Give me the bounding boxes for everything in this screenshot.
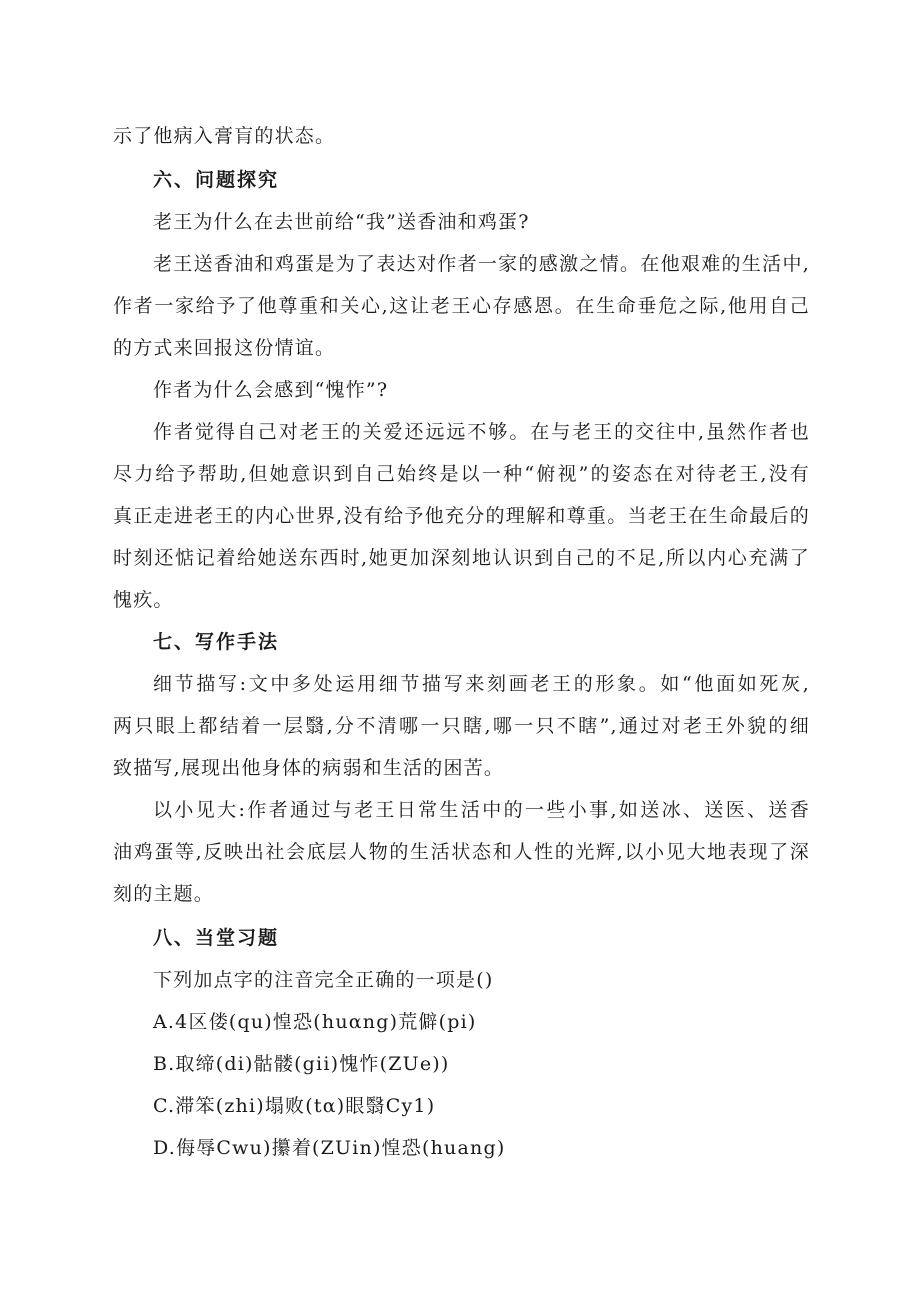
section-heading: 八、当堂习题: [153, 927, 280, 949]
paragraph-line: 细节描写:文中多处运用细节描写来刻画老王的形象。如“他面如死灰,: [153, 673, 810, 695]
paragraph-line: 老王送香油和鸡蛋是为了表达对作者一家的感激之情。在他艰难的生活中,: [153, 253, 810, 275]
paragraph-line: 示了他病入膏肓的状态。: [113, 125, 336, 147]
paragraph-line: 作者觉得自己对老王的关爱还远远不够。在与老王的交往中,虽然作者也: [153, 421, 810, 443]
answer-option: B.取缔(di)骷髅(gii)愧怍(ZUe)): [153, 1053, 450, 1075]
answer-option: A.4区偻(qu)惶恐(huαng)荒僻(pi): [153, 1011, 477, 1033]
paragraph-line: 的方式来回报这份情谊。: [113, 337, 336, 359]
question-text: 下列加点字的注音完全正确的一项是(): [153, 969, 494, 991]
paragraph-line: 作者一家给予了他尊重和关心,这让老王心存感恩。在生命垂危之际,他用自己: [113, 295, 810, 317]
paragraph-line: 时刻还惦记着给她送东西时,她更加深刻地认识到自己的不足,所以内心充满了: [113, 547, 810, 569]
paragraph-line: 愧疚。: [113, 589, 174, 611]
paragraph-line: 致描写,展现出他身体的病弱和生活的困苦。: [113, 757, 505, 779]
paragraph-line: 两只眼上都结着一层翳,分不清哪一只瞎,哪一只不瞎”,通过对老王外貌的细: [113, 715, 810, 737]
paragraph-line: 油鸡蛋等,反映出社会底层人物的生活状态和人性的光辉,以小见大地表现了深: [113, 841, 810, 863]
paragraph-line: 真正走进老王的内心世界,没有给予他充分的理解和尊重。当老王在生命最后的: [113, 505, 810, 527]
section-heading: 七、写作手法: [153, 631, 280, 653]
question-text: 作者为什么会感到“愧怍”?: [153, 379, 389, 401]
answer-option: C.滞笨(zhi)塌败(tα)眼翳Cy1): [153, 1095, 436, 1117]
question-text: 老王为什么在去世前给“我”送香油和鸡蛋?: [153, 211, 530, 233]
section-heading: 六、问题探究: [153, 169, 280, 191]
paragraph-line: 以小见大:作者通过与老王日常生活中的一些小事,如送冰、送医、送香: [153, 799, 810, 821]
answer-option: D.侮辱Cwu)攥着(ZUin)惶恐(huang): [153, 1137, 506, 1159]
paragraph-line: 尽力给予帮助,但她意识到自己始终是以一种“俯视”的姿态在对待老王,没有: [113, 463, 810, 485]
paragraph-line: 刻的主题。: [113, 883, 215, 905]
